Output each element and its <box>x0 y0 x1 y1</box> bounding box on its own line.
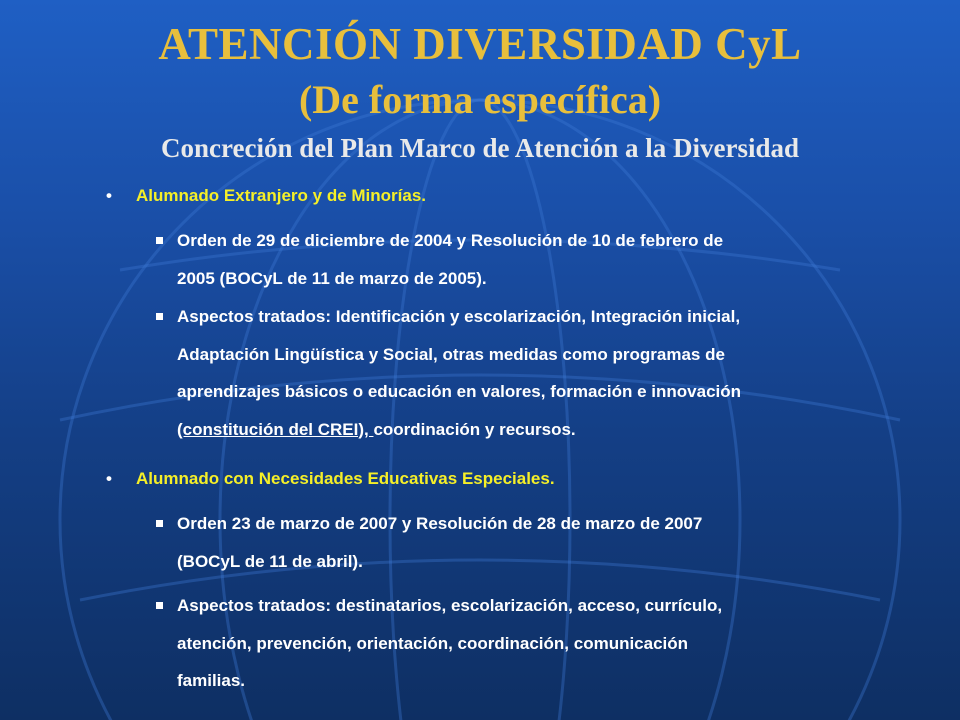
section1-heading-text: Alumnado Extranjero y de Minorías. <box>136 186 427 205</box>
bullet-dot-icon: • <box>106 469 112 488</box>
section1-item2-line4 <box>177 411 897 449</box>
section1-item2 <box>177 298 897 448</box>
square-bullet-icon <box>156 313 163 320</box>
section2-item1 <box>177 505 897 580</box>
bullet-dot-icon: • <box>106 186 112 205</box>
slide-title-line1: ATENCIÓN DIVERSIDAD CyL <box>158 19 802 69</box>
square-bullet-icon <box>156 520 163 527</box>
square-bullet-icon <box>156 237 163 244</box>
section2-item2-line2: atención, prevención, orientación, coordinación, comunicación <box>177 633 689 653</box>
square-bullet-icon <box>156 602 163 609</box>
section2-item2 <box>177 587 897 700</box>
section1-item1-line1: Orden de 29 de diciembre de 2004 y Resolución de 10 de febrero de <box>177 231 724 250</box>
section1-item1 <box>177 222 897 297</box>
slide-subtitle: Concreción del Plan Marco de Atención a la Diversidad <box>161 133 799 163</box>
section1-heading <box>106 184 427 208</box>
section1-item2-line4-rest: coordinación y recursos. <box>373 419 576 439</box>
section2-heading-text: Alumnado con Necesidades Educativas Especiales. <box>136 469 555 488</box>
section1-item2-line1: Aspectos tratados: Identificación y escolarización, Integración inicial, <box>177 307 741 326</box>
section1-item2-line2: Adaptación Lingüística y Social, otras medidas como programas de <box>177 344 725 364</box>
section2-item2-line3: familias. <box>177 671 246 690</box>
section1-item2-line3: aprendizajes básicos o educación en valores, formación e innovación <box>177 382 742 401</box>
section2-heading <box>106 467 555 491</box>
section2-item2-line1: Aspectos tratados: destinatarios, escolarización, acceso, currículo, <box>177 596 723 615</box>
crei-link[interactable]: (constitución del CREI), <box>177 419 374 439</box>
slide-title-line2: (De forma específica) <box>298 77 662 122</box>
section1-item1-line2: 2005 (BOCyL de 11 de marzo de 2005). <box>177 268 487 288</box>
section2-item1-line1: Orden 23 de marzo de 2007 y Resolución de 28 de marzo de 2007 <box>177 514 703 533</box>
section2-item1-line2: (BOCyL de 11 de abril). <box>177 551 363 571</box>
